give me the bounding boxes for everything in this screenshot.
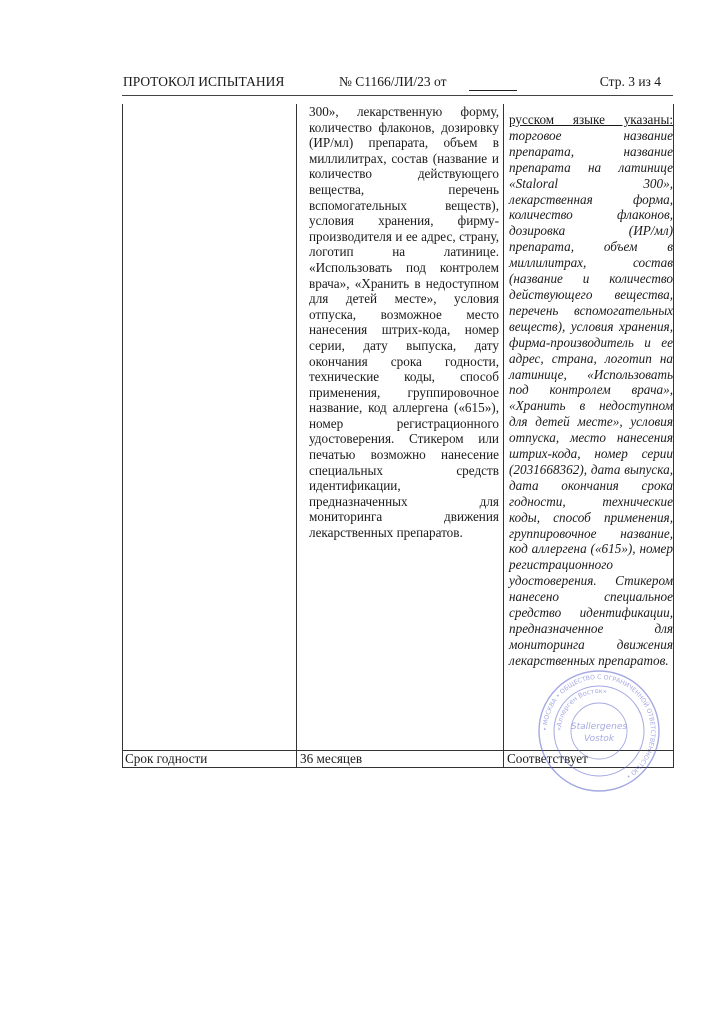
company-stamp bbox=[537, 669, 661, 793]
requirement-text: 300», лекарственную форму, количество флаконов, дозировку (ИР/мл) препарата, объем в миллилитрах, состав (название и количество действующего вещества, перечень вспомогательных веществ), условия хранения, фирму-производителя и ее адрес, страну, логотип на латинице. «Использовать под контролем врача», «Хранить в недоступном для детей месте», условия отпуска, возможное место нанесения штрих-кода, номер серии, дату выпуска, дату окончания срока годности, технические коды, способ применения, группировочное название, код аллергена («615»), номер регистрационного удостоверения. Стикером или печатью возможно нанесение специальных средств идентификации, предназначенных для мониторинга движения лекарственных препаратов. bbox=[309, 104, 499, 541]
date-blank-line bbox=[469, 90, 517, 91]
protocol-title: ПРОТОКОЛ ИСПЫТАНИЯ bbox=[123, 74, 285, 89]
row-shelf-life-result: Соответствует bbox=[507, 751, 588, 766]
page-header bbox=[123, 74, 661, 94]
row-shelf-life-name: Срок годности bbox=[125, 751, 208, 766]
table-divider-2 bbox=[503, 104, 504, 768]
row-shelf-life-requirement: 36 месяцев bbox=[300, 751, 363, 766]
stamp-inner-text: «Аллерген Восток» bbox=[554, 686, 608, 732]
stamp-center-top: Stallergenes bbox=[570, 722, 628, 732]
requirement-cell bbox=[309, 104, 499, 541]
result-cell bbox=[509, 112, 673, 669]
table-border-left bbox=[122, 104, 123, 768]
stamp-outer-text: • МОСКВА • ОБЩЕСТВО С ОГРАНИЧЕННОЙ ОТВЕТСТВЕННОСТЬЮ • bbox=[541, 673, 657, 780]
stamp-center-bottom: Vostok bbox=[583, 734, 615, 744]
header-underline bbox=[122, 95, 673, 96]
table-border-right bbox=[673, 104, 674, 768]
result-text: торговое название препарата, название препарата на латинице «Staloral 300», лекарственная форма, количество флаконов, дозировка (ИР/мл) препарата, объем в миллилитрах, состав (название и количество действующего вещества, перечень вспомогательных веществ), условия хранения, фирма-производитель и ее адрес, страна, логотип на латинице, «Использовать под контролем врача», «Хранить в недоступном для детей месте», условия отпуска, место нанесения штрих-кода, номер серии (2031668362), дата выпуска, дата окончания срока годности, технические коды, способ применения, группировочное название, код аллергена («615»), номер регистрационного удостоверения. Стикером нанесено специальное средство идентификации, предназначенное для мониторинга движения лекарственных препаратов. bbox=[509, 127, 673, 668]
table-divider-1 bbox=[296, 104, 297, 768]
protocol-number: № С1166/ЛИ/23 от bbox=[339, 74, 447, 89]
result-first-line: русском языке указаны: bbox=[509, 112, 673, 127]
page-number: Стр. 3 из 4 bbox=[599, 74, 661, 89]
